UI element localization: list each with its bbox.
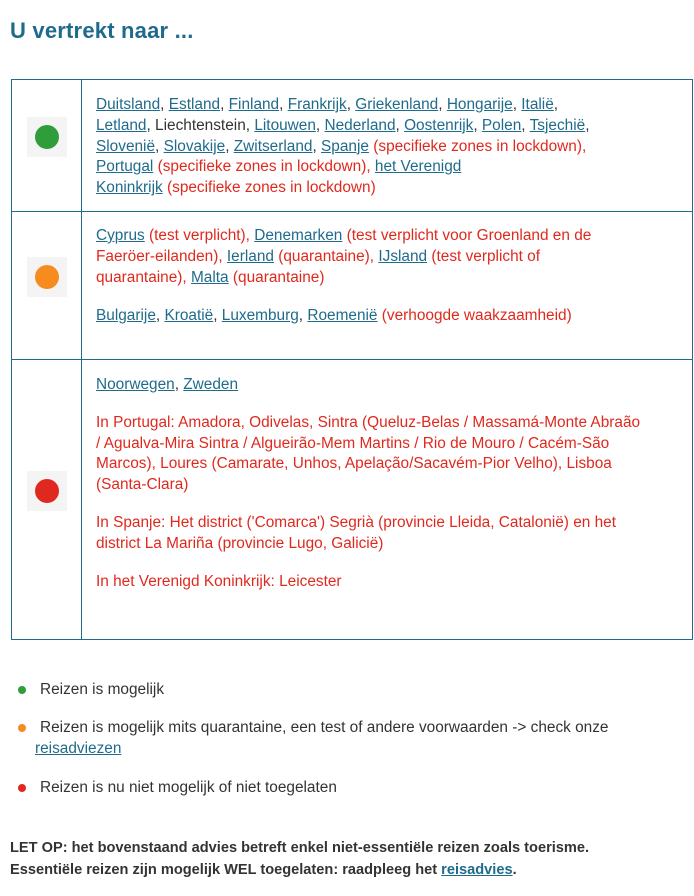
country-link-frankrijk[interactable]: Frankrijk [287,96,347,113]
text-segment: , [220,96,229,113]
text-line [96,247,686,268]
country-link-letland[interactable]: Letland [96,116,147,134]
legend-green-text: Reizen is mogelijk [40,681,165,698]
text-segment: , Liechtenstein, [146,116,255,134]
country-link-bulgarije[interactable]: Bulgarije [96,307,156,325]
text-segment: , [438,96,447,113]
text-segment: , [521,116,530,134]
orange-legend-dot-icon [18,724,26,732]
text-line [96,178,686,199]
country-link-zweden[interactable]: Zweden [183,376,239,393]
zone-paragraph [96,513,686,555]
text-line [96,513,686,534]
country-link-portugal[interactable]: Portugal [96,158,154,176]
note-line-1: LET OP: het bovenstaand advies betreft enkel niet-essentiële reizen zoals toerisme. [10,840,590,856]
red-legend-dot-icon [18,784,26,792]
text-line [96,116,686,137]
country-link-duitsland[interactable]: Duitsland [96,96,161,113]
text-line [96,157,686,178]
text-line [96,226,686,247]
green-legend-dot-icon [18,686,26,694]
country-link-polen[interactable]: Polen [481,116,522,134]
text-line [96,454,686,475]
text-segment: , [585,116,590,134]
text-segment: , [553,96,559,113]
country-link-finland[interactable]: Finland [228,96,280,113]
text-segment: In het Verenigd Koninkrijk: Leicester [96,572,342,590]
text-segment: , [160,96,169,113]
text-segment: , [155,307,165,325]
text-segment: Faeröer-eilanden), [96,247,227,265]
country-link-ierland[interactable]: Ierland [226,247,274,265]
zone-paragraph [96,306,686,327]
text-line [96,413,686,434]
legend-red-text: Reizen is nu niet mogelijk of niet toegelaten [40,779,337,796]
page-title: U vertrekt naar ... [10,18,194,43]
text-line [96,268,686,289]
text-segment: (Santa-Clara) [96,476,189,494]
country-link-denemarken[interactable]: Denemarken [254,227,343,244]
country-link-het-verenigd[interactable]: het Verenigd [374,158,462,176]
text-segment: (verhoogde waakzaamheid) [377,307,572,325]
country-link-italie[interactable]: Italië [521,96,554,113]
text-segment: , [298,307,308,325]
text-line [96,534,686,555]
zone-paragraph [96,375,686,396]
text-segment: , [225,137,234,155]
text-segment: , [155,137,164,155]
note [10,837,690,881]
country-link-estland[interactable]: Estland [168,96,221,113]
country-link-litouwen[interactable]: Litouwen [254,116,316,134]
zone-row-red [12,360,692,639]
note-end: . [512,862,517,878]
text-segment: quarantaine), [96,268,191,286]
text-segment: , [473,116,482,134]
country-link-spanje[interactable]: Spanje [321,137,369,155]
zone-paragraph [96,413,686,496]
text-segment: (specifieke zones in lockdown), [153,158,375,176]
country-link-zwitserland[interactable]: Zwitserland [233,137,313,155]
zone-green-content [96,95,686,199]
text-line [96,475,686,496]
country-link-griekenland[interactable]: Griekenland [355,96,439,113]
zone-paragraph [96,572,686,593]
reisadviezen-link[interactable]: reisadviezen [35,740,122,757]
country-link-slovakije[interactable]: Slovakije [163,137,226,155]
text-segment: , [395,116,405,134]
text-segment: (specifieke zones in lockdown), [368,137,587,155]
country-link-tsjechie[interactable]: Tsjechië [529,116,586,134]
text-segment: , [174,376,184,393]
country-link-roemenie[interactable]: Roemenië [307,307,378,325]
text-segment: (test verplicht of [427,247,541,265]
text-line [96,572,686,593]
text-segment: Marcos), Loures (Camarate, Unhos, Apelação/Sacavém-Pior Velho), Lisboa [96,455,612,473]
red-dot-icon [35,479,59,503]
zone-row-green [12,80,692,212]
country-link-malta[interactable]: Malta [190,268,229,286]
text-segment: , [346,96,356,113]
text-line [96,306,686,327]
text-line [96,434,686,455]
text-segment: , [512,96,522,113]
country-link-cyprus[interactable]: Cyprus [96,227,145,244]
country-link-hongarije[interactable]: Hongarije [446,96,513,113]
zone-table [11,79,693,640]
orange-dot-icon [35,265,59,289]
text-line [96,95,686,116]
text-segment: (quarantaine) [228,268,325,286]
text-line [96,137,686,158]
zone-row-orange [12,212,692,360]
country-link-noorwegen[interactable]: Noorwegen [96,376,175,393]
country-link-koninkrijk[interactable]: Koninkrijk [96,179,163,197]
text-segment: (specifieke zones in lockdown) [162,179,376,197]
text-segment: , [312,137,322,155]
reisadvies-link[interactable]: reisadvies [441,862,513,878]
text-segment: , [315,116,325,134]
text-segment: (test verplicht voor Groenland en de [342,227,592,244]
country-link-oostenrijk[interactable]: Oostenrijk [404,116,474,134]
zone-paragraph [96,226,686,288]
green-dot-icon [35,125,59,149]
text-segment: / Agualva-Mira Sintra / Algueirão-Mem Martins / Rio de Mouro / Cacém-São [96,434,610,452]
text-segment: In Spanje: Het district ('Comarca') Segrià (provincie Lleida, Catalonië) en het [96,513,616,531]
country-link-kroatie[interactable]: Kroatië [164,307,214,325]
text-segment: , [213,307,222,325]
country-link-luxemburg[interactable]: Luxemburg [221,307,299,325]
text-segment: , [279,96,288,113]
text-segment: In Portugal: Amadora, Odivelas, Sintra (Queluz-Belas / Massamá-Monte Abraão [96,413,641,431]
country-link-slovenie[interactable]: Slovenië [96,137,156,155]
note-line-2: Essentiële reizen zijn mogelijk WEL toegelaten: raadpleeg het [10,862,442,878]
zone-orange-content [96,226,686,327]
text-segment: (quarantaine), [273,247,379,265]
text-segment: district La Mariña (provincie Lugo, Galicië) [96,534,384,552]
country-link-ijsland[interactable]: IJsland [378,247,428,265]
text-segment: (test verplicht), [144,227,255,244]
zone-red-content [96,375,686,592]
country-link-nederland[interactable]: Nederland [324,116,396,134]
text-line [96,375,686,396]
legend-orange-text: Reizen is mogelijk mits quarantaine, een test of andere voorwaarden -> check onze [40,719,609,736]
